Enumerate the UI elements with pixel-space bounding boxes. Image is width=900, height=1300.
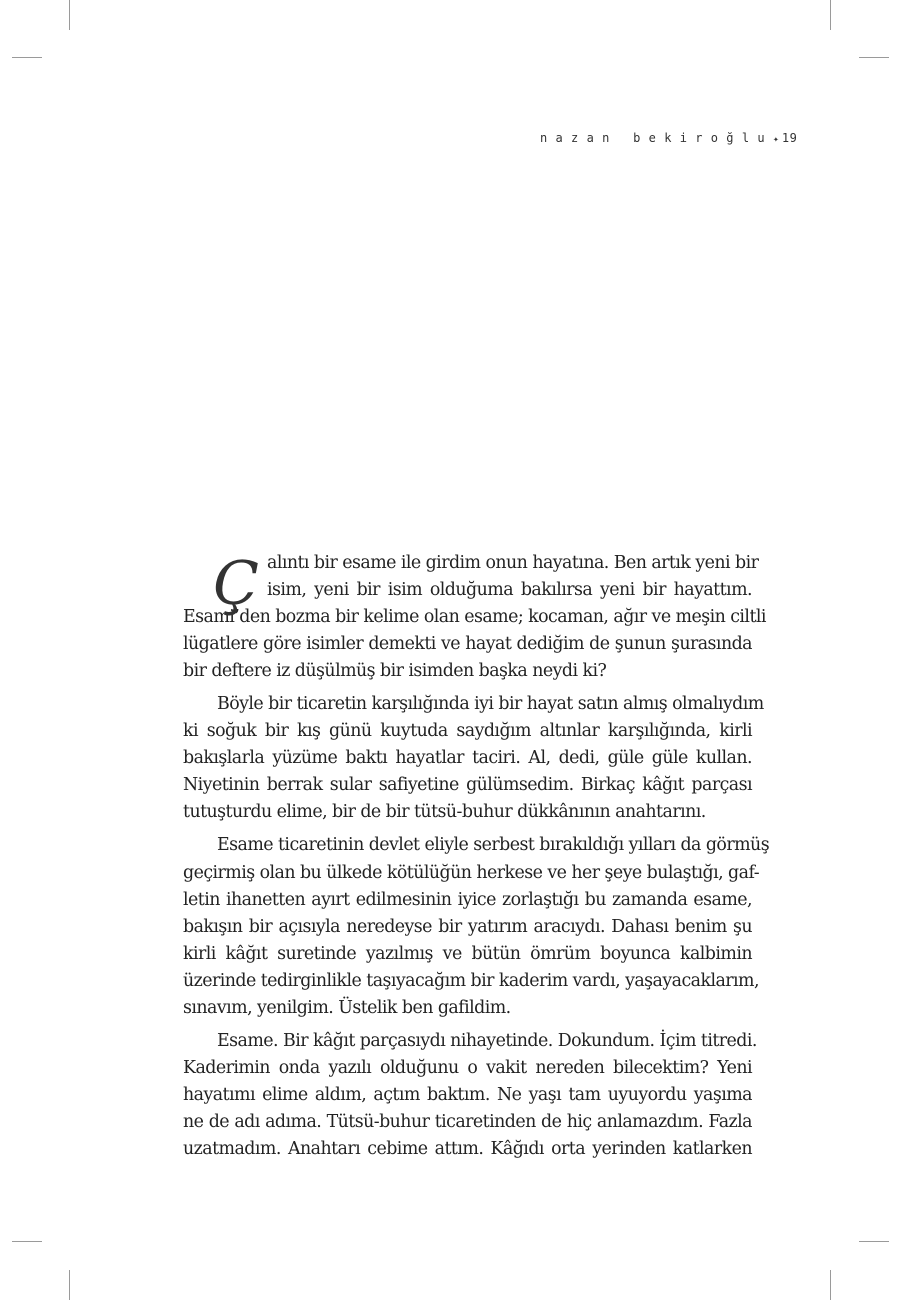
crop-mark-right-bottom bbox=[859, 1241, 889, 1242]
text-line: bir deftere iz düşülmüş bir isimden başka neydi ki? bbox=[183, 661, 607, 682]
text-line: Esami’den bozma bir kelime olan esame; kocaman, ağır ve meşin ciltli bbox=[183, 607, 766, 628]
text-line: bakışlarla yüzüme baktı hayatlar taciri. Al, dedi, güle güle kullan. bbox=[183, 748, 752, 769]
crop-mark-top-left bbox=[69, 0, 70, 30]
drop-cap: Ç bbox=[213, 549, 259, 619]
paragraph-2 bbox=[183, 691, 764, 826]
crop-mark-bottom-left bbox=[69, 1270, 70, 1300]
text-line: isim, yeni bir isim olduğuma bakılırsa yeni bir hayattım. bbox=[267, 580, 752, 601]
text-line: bakışın bir açısıyla neredeyse bir yatırım aracıydı. Dahası benim şu bbox=[183, 916, 752, 937]
text-line: ki soğuk bir kış günü kuytuda saydığım altınlar karşılığında, kirli bbox=[183, 721, 752, 742]
text-line: hayatımı elime aldım, açtım baktım. Ne yaşı tam uyuyordu yaşıma bbox=[183, 1084, 752, 1105]
text-line: Esame ticaretinin devlet eliyle serbest bırakıldığı yılları da görmüş bbox=[217, 835, 770, 856]
text-line: Esame. Bir kâğıt parçasıydı nihayetinde. Dokundum. İçim titredi. bbox=[217, 1030, 757, 1051]
paragraph-3 bbox=[183, 832, 770, 1021]
text-line: üzerinde tedirginlikle taşıyacağım bir kaderim vardı, yaşayacaklarım, bbox=[183, 970, 759, 991]
text-line: geçirmiş olan bu ülkede kötülüğün herkese ve her şeye bulaştığı, gaf- bbox=[183, 862, 760, 883]
text-line: uzatmadım. Anahtarı cebime attım. Kâğıdı orta yerinden katlarken bbox=[183, 1138, 752, 1159]
text-line: lügatlere göre isimler demekti ve hayat dediğim de şunun şurasında bbox=[183, 634, 752, 655]
text-line: ne de adı adıma. Tütsü-buhur ticaretinden de hiç anlamazdım. Fazla bbox=[183, 1111, 752, 1132]
separator-ornament: ✦ bbox=[772, 134, 779, 145]
text-line: Kaderimin onda yazılı olduğunu o vakit nereden bilecektim? Yeni bbox=[183, 1057, 752, 1078]
crop-mark-left-top bbox=[12, 57, 42, 58]
text-line: Niyetinin berrak sular safiyetine gülümsedim. Birkaç kâğıt parçası bbox=[183, 775, 752, 796]
text-line: letin ihanetten ayırt edilmesinin iyice zorlaştığı bu zamanda esame, bbox=[183, 889, 752, 910]
text-line: alıntı bir esame ile girdim onun hayatına. Ben artık yeni bir bbox=[267, 553, 759, 573]
text-line: Böyle bir ticaretin karşılığında iyi bir hayat satın almış olmalıydım bbox=[217, 694, 764, 715]
text-line: sınavım, yenilgim. Üstelik ben gafildim. bbox=[183, 997, 511, 1018]
body-text bbox=[183, 549, 770, 1163]
text-line: tutuşturdu elime, bir de bir tütsü-buhur dükkânının anahtarını. bbox=[183, 802, 706, 823]
paragraph-4 bbox=[183, 1028, 757, 1163]
crop-mark-bottom-right bbox=[830, 1270, 831, 1300]
paragraph-1 bbox=[183, 550, 766, 685]
author-name: nazan bekiroğlu bbox=[540, 131, 773, 145]
crop-mark-top-right bbox=[830, 0, 831, 30]
page-number: 19 bbox=[781, 131, 798, 145]
crop-mark-left-bottom bbox=[12, 1241, 42, 1242]
crop-mark-right-top bbox=[859, 57, 889, 58]
text-line: kirli kâğıt suretinde yazılmış ve bütün ömrüm boyunca kalbimin bbox=[183, 943, 752, 964]
running-head bbox=[540, 131, 798, 145]
